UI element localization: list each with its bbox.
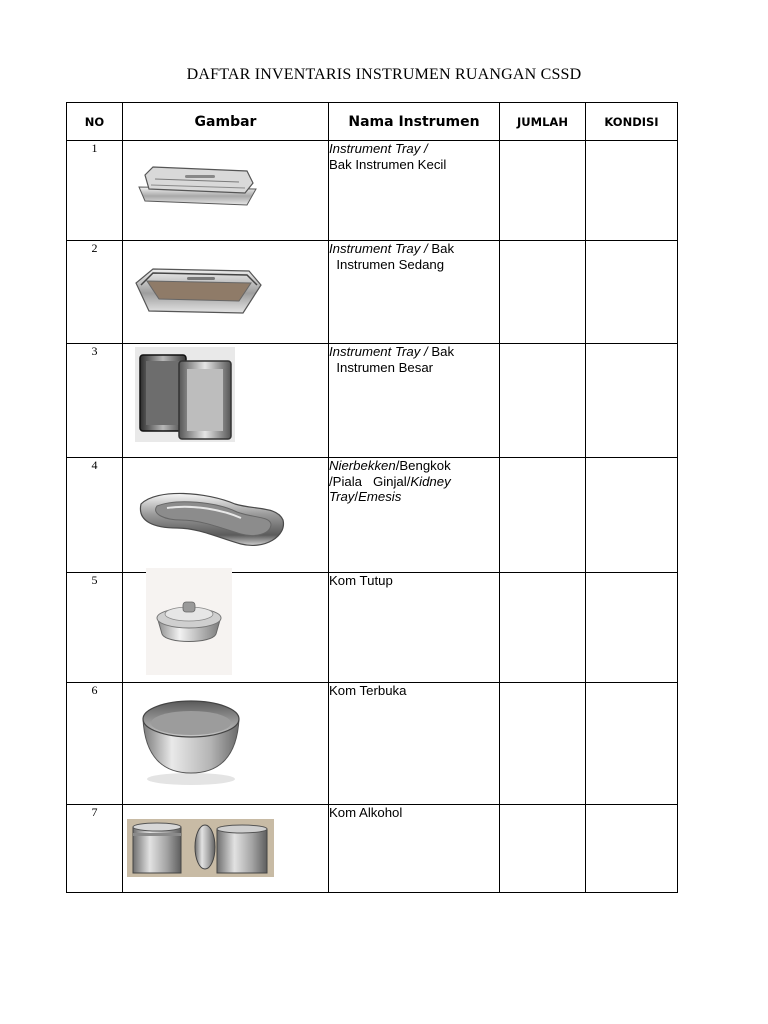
image-cell [123,683,329,805]
header-gambar: Gambar [123,103,329,141]
instrument-name: Nierbekken/Bengkok /Piala Ginjal/Kidney Tray/Emesis [329,458,500,573]
instrument-name: Kom Alkohol [329,805,500,893]
image-cell [123,458,329,573]
instrument-name: Kom Tutup [329,573,500,683]
row-number: 7 [67,805,123,893]
instrument-name: Instrument Tray / Bak Instrumen Sedang [329,241,500,344]
image-cell [123,241,329,344]
header-jumlah: JUMLAH [500,103,586,141]
jumlah-cell [500,241,586,344]
row-number: 4 [67,458,123,573]
row-number: 3 [67,344,123,458]
table-row [67,241,678,344]
instrument-name: Instrument Tray / Bak Instrumen Kecil [329,141,500,241]
table-row [67,573,678,683]
medium-instrument-tray-icon [131,263,266,318]
open-bowl-icon [139,697,243,787]
image-cell [123,141,329,241]
table-row [67,458,678,573]
inventory-table [66,102,678,893]
row-number: 1 [67,141,123,241]
jumlah-cell [500,573,586,683]
kidney-tray-icon [137,490,287,552]
table-row [67,344,678,458]
alcohol-jar-icon [127,819,274,877]
kondisi-cell [586,573,678,683]
image-cell [123,573,329,683]
row-number: 5 [67,573,123,683]
kondisi-cell [586,805,678,893]
small-instrument-tray-icon [135,163,260,208]
kondisi-cell [586,141,678,241]
kondisi-cell [586,458,678,573]
table-row [67,683,678,805]
row-number: 2 [67,241,123,344]
document-title: DAFTAR INVENTARIS INSTRUMEN RUANGAN CSSD [186,66,582,83]
header-kondisi: KONDISI [586,103,678,141]
large-instrument-tray-icon [135,347,235,442]
row-number: 6 [67,683,123,805]
jumlah-cell [500,344,586,458]
table-header-row [67,103,678,141]
kondisi-cell [586,241,678,344]
jumlah-cell [500,683,586,805]
lidded-bowl-icon [146,568,232,675]
jumlah-cell [500,805,586,893]
image-cell [123,805,329,893]
jumlah-cell [500,458,586,573]
image-cell [123,344,329,458]
kondisi-cell [586,344,678,458]
kondisi-cell [586,683,678,805]
instrument-name: Kom Terbuka [329,683,500,805]
table-row [67,805,678,893]
header-nama-instrumen: Nama Instrumen [329,103,500,141]
jumlah-cell [500,141,586,241]
table-row [67,141,678,241]
header-no: NO [67,103,123,141]
instrument-name: Instrument Tray / Bak Instrumen Besar [329,344,500,458]
